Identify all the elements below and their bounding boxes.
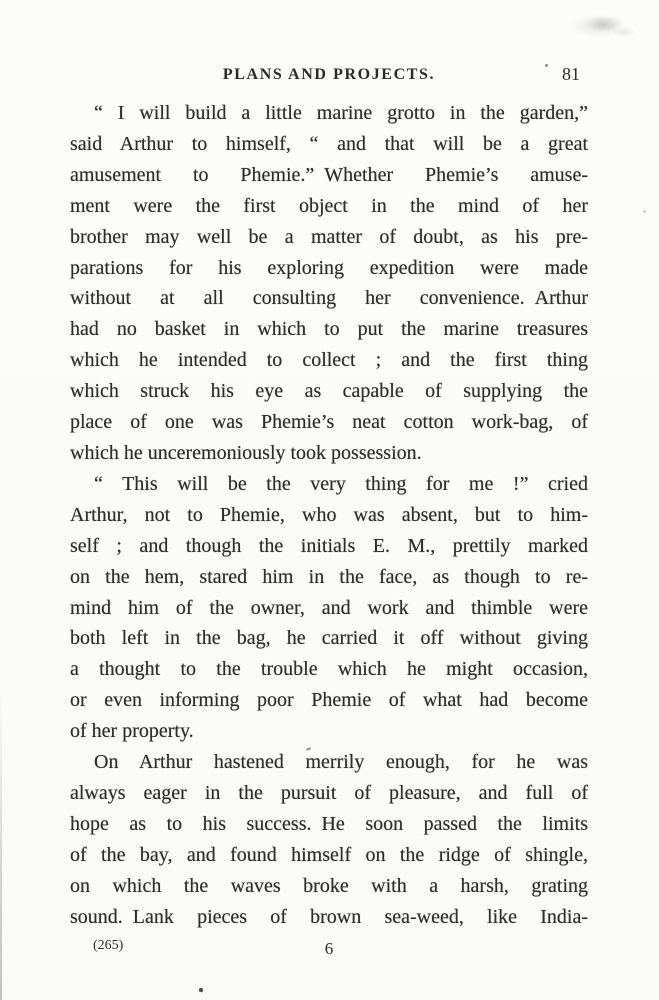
text-line: parations for his exploring expedition were made [70,256,588,279]
text-line: hope as to his success. He soon passed the limits [70,812,588,835]
text-line: of her property. [70,720,194,743]
text-line: place of one was Phemie’s neat cotton work-bag, of [70,411,588,434]
text-line: self ; and though the initials E. M., prettily marked [70,534,588,557]
text-line: both left in the bag, he carried it off without giving [70,627,588,650]
text-line: “ I will build a little marine grotto in the garden,” [94,102,588,124]
text-line: On Arthur hastened merrily enough, for he was [94,751,588,774]
text-line: or even informing poor Phemie of what had become [70,689,588,712]
text-line: without at all consulting her convenience. Arthur [70,287,588,310]
running-title: PLANS AND PROJECTS. [222,66,436,83]
text-line: of the bay, and found himself on the ridge of shingle, [70,843,588,866]
paragraph-1 [70,98,588,469]
ink-speck [199,988,204,993]
text-line: brother may well be a matter of doubt, as his pre- [70,225,588,248]
gathering-number: 6 [324,939,334,958]
text-line: sound. Lank pieces of brown sea-weed, like India- [70,905,588,928]
text-line: mind him of the owner, and work and thimble were [70,596,588,619]
text-line: which struck his eye as capable of supplying the [70,380,588,403]
text-line: amusement to Phemie.” Whether Phemie’s amuse- [70,163,588,186]
text-line: “ This will be the very thing for me !” cried [94,472,588,495]
text-line: which he unceremoniously took possession. [70,441,422,464]
text-line: had no basket in which to put the marine treasures [70,318,588,341]
page-number: 81 [562,64,580,84]
text-line: a thought to the trouble which he might occasion, [70,658,588,681]
body-text [70,98,588,932]
text-line: said Arthur to himself, “ and that will be a great [70,132,588,155]
text-line: on the hem, stared him in the face, as though to re- [70,565,588,588]
signature-mark: (265) [93,938,124,953]
text-line: ment were the first object in the mind of her [70,194,588,217]
paragraph-3 [70,747,588,932]
text-line: on which the waves broke with a harsh, grating [70,874,588,897]
text-line: always eager in the pursuit of pleasure, and full of [70,781,588,804]
ink-speck [643,210,646,213]
text-line: which he intended to collect ; and the first thing [70,349,588,372]
page-header [70,64,588,88]
page-edge-shadow [0,690,2,1000]
ink-smudge [558,6,646,46]
paragraph-2 [70,469,588,747]
text-line: Arthur, not to Phemie, who was absent, but to him- [70,503,588,526]
